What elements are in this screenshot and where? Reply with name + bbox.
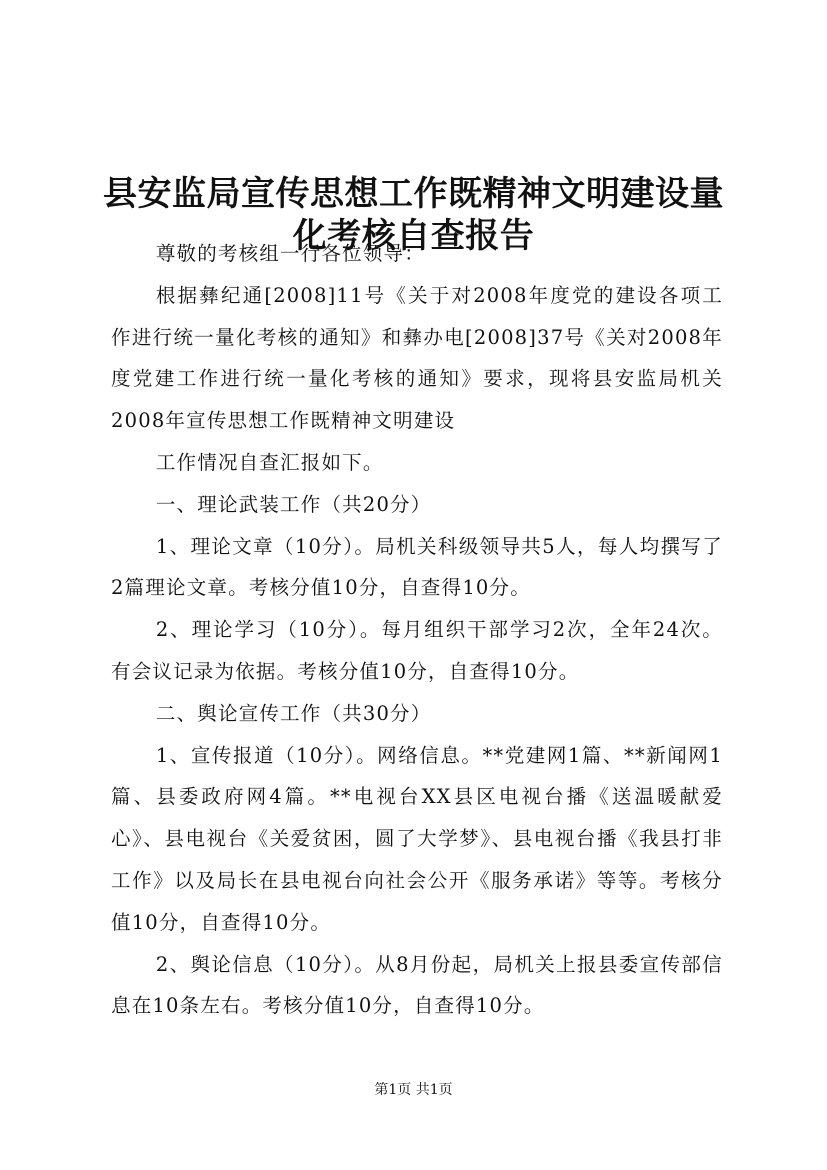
section-heading-theory: 一、理论武装工作（共20分） [155, 492, 432, 516]
theory-study-paragraph: 2、理论学习（10分）。每月组织干部学习2次，全年24次。有会议记录为依据。考核分值10分，自查得10分。 [111, 618, 723, 683]
document-title: 县安监局宣传思想工作既精神文明建设量化考核自查报告 [103, 173, 724, 256]
page-footer: 第1页 共1页 [374, 1082, 453, 1098]
intro-paragraph: 根据彝纪通[2008]11号《关于对2008年度党的建设各项工作进行统一量化考核的通知》和彝办电[2008]37号《关对2008年度党建工作进行统一量化考核的通知》要求，现将县安监局机关2008年宣传思想工作既精神文明建设 [111, 283, 723, 433]
salutation-paragraph: 尊敬的考核组一行各位领导： [155, 242, 425, 265]
section-heading-publicity: 二、舆论宣传工作（共30分） [155, 701, 432, 725]
document-body [111, 233, 723, 1027]
publicity-reports-paragraph: 1、宣传报道（10分）。网络信息。**党建网1篇、**新闻网1篇、县委政府网4篇。**电视台XX县区电视台播《送温暖献爱心》、县电视台《关爱贫困，圆了大学梦》、县电视台播《我县打非工作》以及局长在县电视台向社会公开《服务承诺》等等。考核分值10分，自查得10分。 [111, 743, 723, 934]
intro-continuation-paragraph: 工作情况自查汇报如下。 [155, 450, 384, 474]
theory-articles-paragraph: 1、理论文章（10分）。局机关科级领导共5人，每人均撰写了2篇理论文章。考核分值10分，自查得10分。 [111, 534, 723, 600]
publicity-information-paragraph: 2、舆论信息（10分）。从8月份起，局机关上报县委宣传部信息在10条左右。考核分值10分，自查得10分。 [111, 952, 723, 1018]
